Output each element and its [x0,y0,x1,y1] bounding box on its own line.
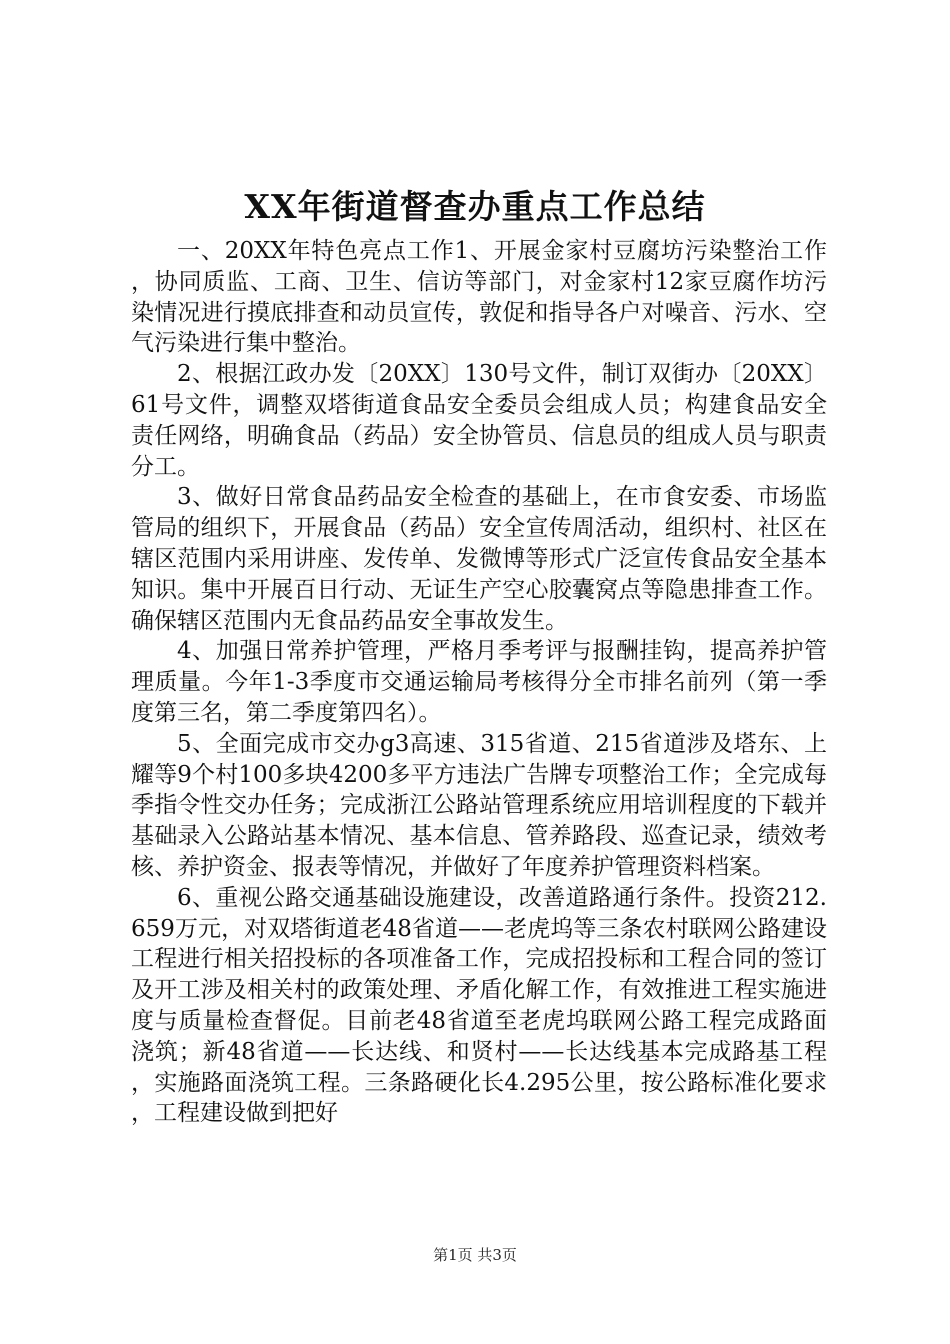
paragraph-1: 一、20XX年特色亮点工作1、开展金家村豆腐坊污染整治工作，协同质监、工商、卫生、信访等部门，对金家村12家豆腐作坊污染情况进行摸底排查和动员宣传，敦促和指导各户对噪音、污水、空气污染进行集中整治。 [131,238,827,357]
paragraph-2: 2、根据江政办发〔20XX〕130号文件，制订双街办〔20XX〕61号文件，调整双塔街道食品安全委员会组成人员；构建食品安全责任网络，明确食品（药品）安全协管员、信息员的组成人员与职责分工。 [131,361,827,480]
document-body [131,236,827,1129]
paragraph-3: 3、做好日常食品药品安全检查的基础上，在市食安委、市场监管局的组织下，开展食品（药品）安全宣传周活动，组织村、社区在辖区范围内采用讲座、发传单、发微博等形式广泛宣传食品安全基本知识。集中开展百日行动、无证生产空心胶囊窝点等隐患排查工作。确保辖区范围内无食品药品安全事故发生。 [131,484,827,634]
paragraph-6: 6、重视公路交通基础设施建设，改善道路通行条件。投资212.659万元，对双塔街道老48省道——老虎坞等三条农村联网公路建设工程进行相关招投标的各项准备工作，完成招投标和工程合同的签订及开工涉及相关村的政策处理、矛盾化解工作，有效推进工程实施进度与质量检查督促。目前老48省道至老虎坞联网公路工程完成路面浇筑；新48省道——长达线、和贤村——长达线基本完成路基工程，实施路面浇筑工程。三条路硬化长4.295公里，按公路标准化要求，工程建设做到把好 [131,884,827,1127]
paragraph-4: 4、加强日常养护管理，严格月季考评与报酬挂钩，提高养护管理质量。今年1-3季度市交通运输局考核得分全市排名前列（第一季度第三名，第二季度第四名）。 [131,638,827,726]
document-title: XX年街道督查办重点工作总结 [244,187,706,226]
page-number-footer: 第1页 共3页 [433,1246,517,1264]
paragraph-5: 5、全面完成市交办g3高速、315省道、215省道涉及塔东、上耀等9个村100多块4200多平方违法广告牌专项整治工作；全完成每季指令性交办任务；完成浙江公路站管理系统应用培训程度的下载并基础录入公路站基本情况、基本信息、管养路段、巡查记录，绩效考核、养护资金、报表等情况，并做好了年度养护管理资料档案。 [131,730,827,880]
